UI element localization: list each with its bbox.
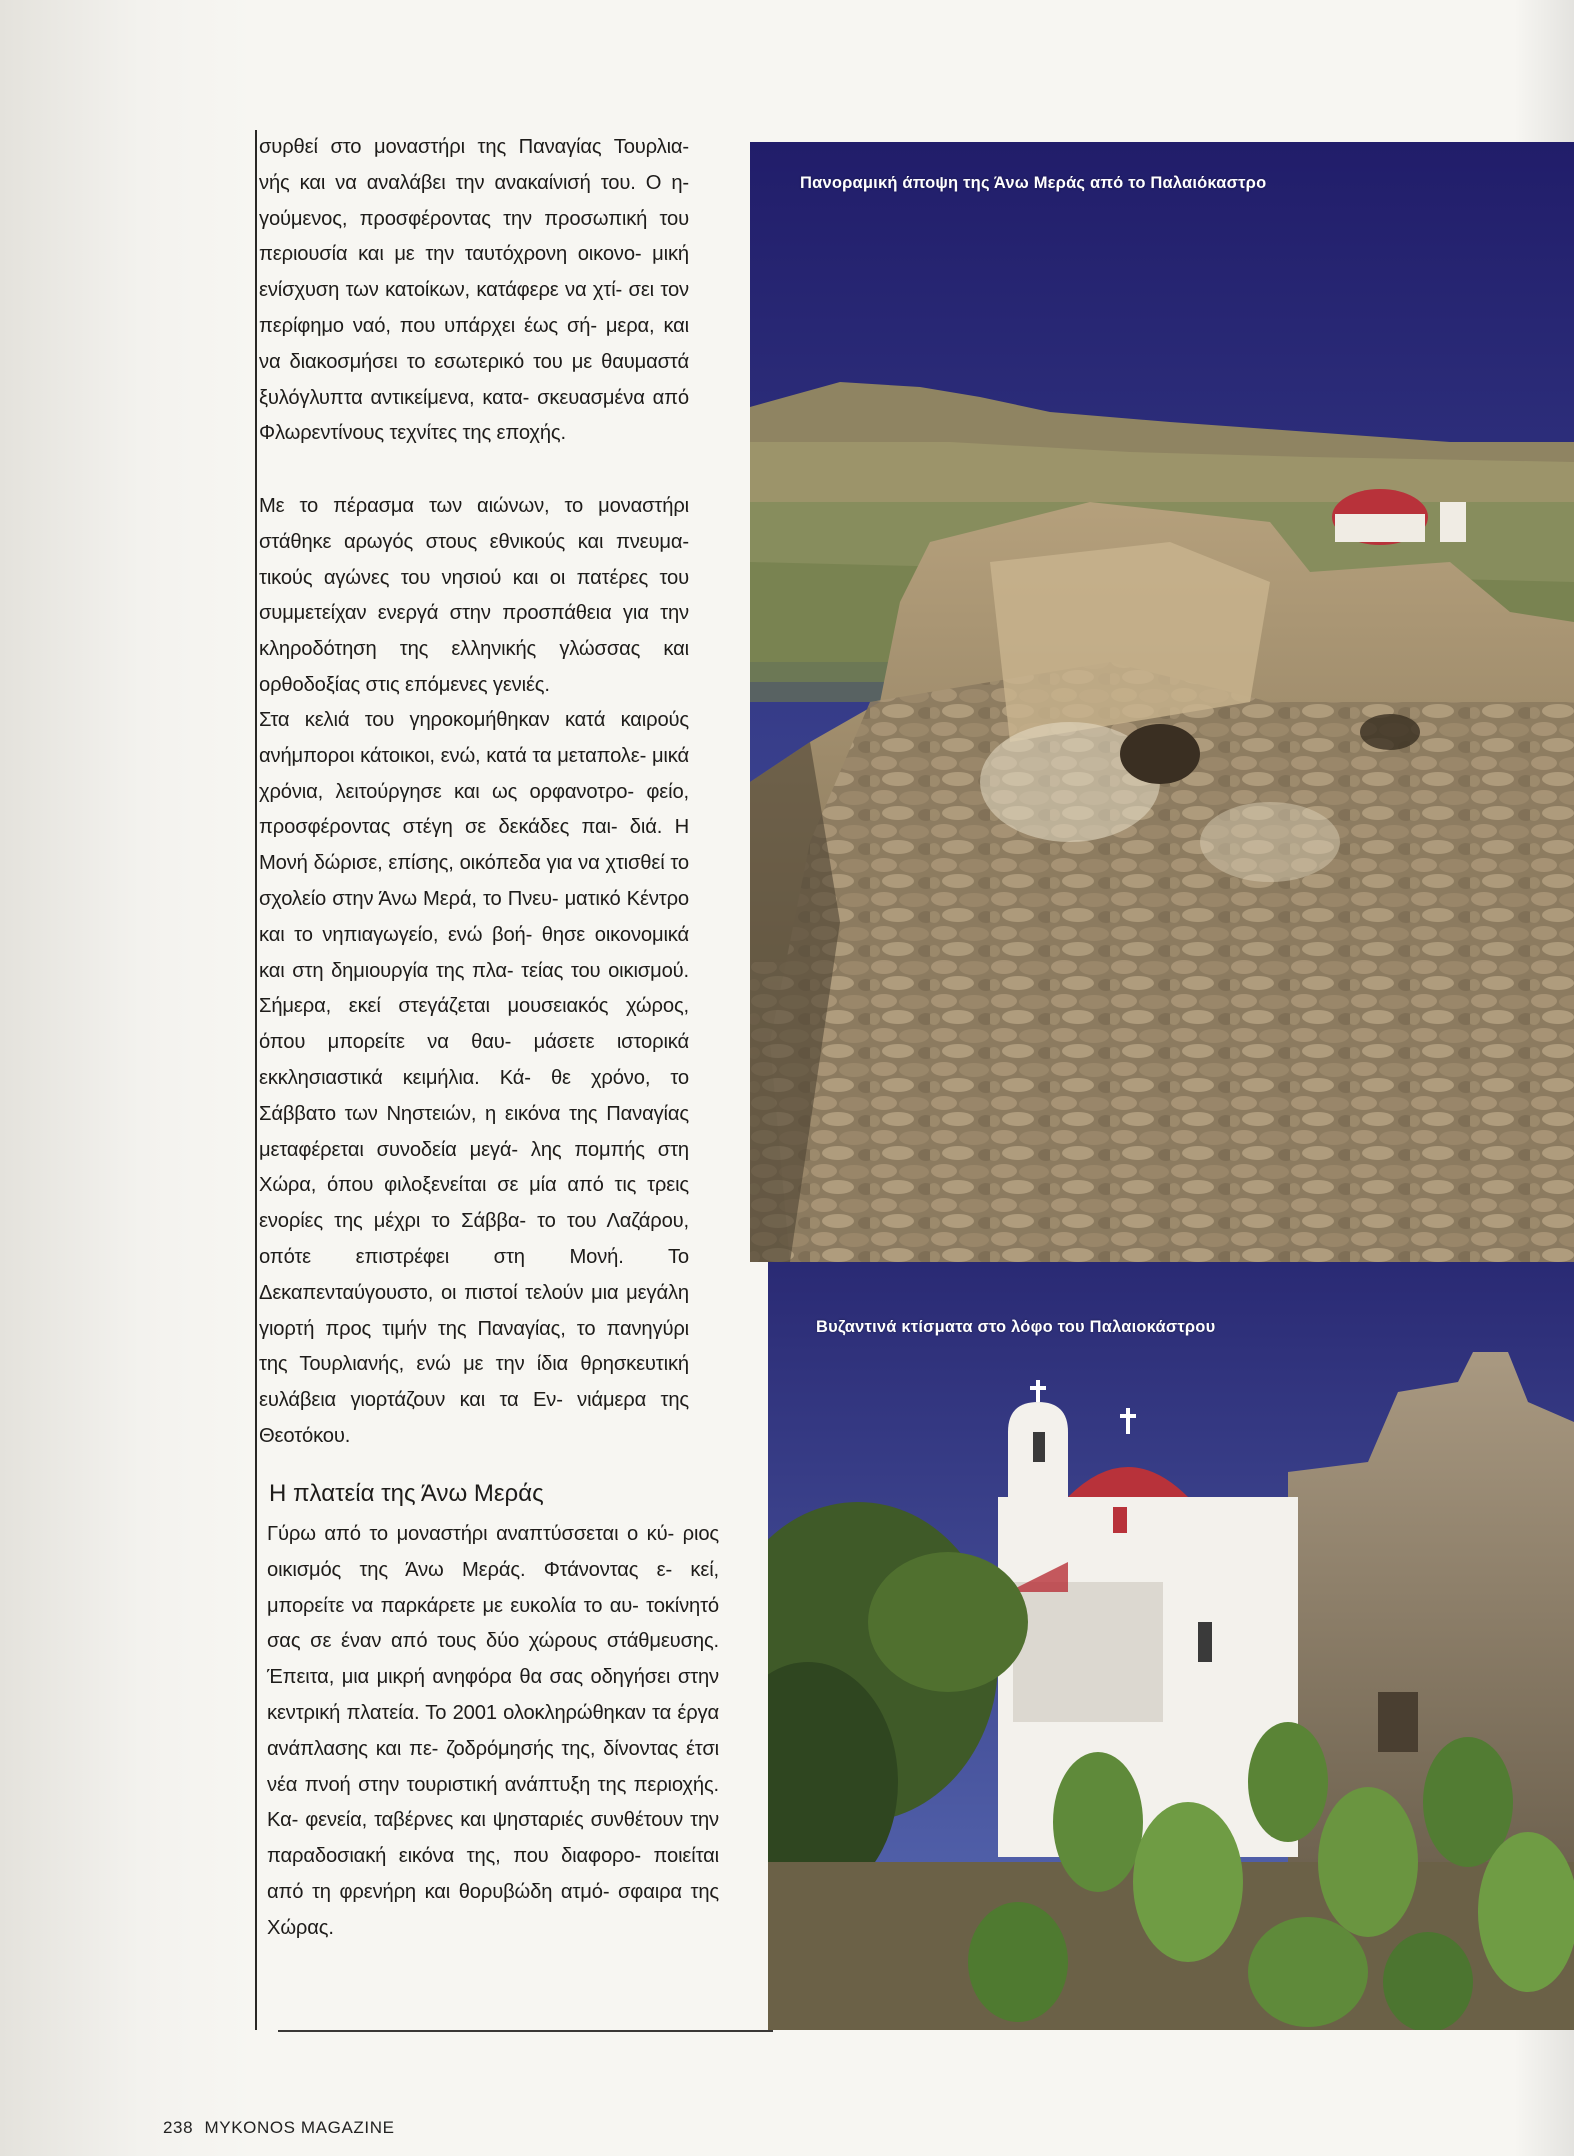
- magazine-name: MYKONOS MAGAZINE: [204, 2118, 395, 2137]
- article-paragraph: συρθεί στο μοναστήρι της Παναγίας Τουρλια- νής και να αναλάβει την ανακαίνισή του. Ο η- γούμενος, προσφέροντας την προσωπική του περιουσία και με την ταυτόχρονη οικονο- μική ενίσχυση των κατοίκων, κατάφερε να χτί- σει τον περίφημο ναό, που υπάρχει έως σή- μερα, και να διακοσμήσει το εσωτερικό του με θαυμαστά ξυλόγλυπτα αντικείμενα, κατα- σκευασμένα από Φλωρεντίνους τεχνίτες της εποχής.: [259, 136, 689, 445]
- panoramic-photo-illustration: [750, 142, 1574, 1262]
- page-edge-shadow: [0, 0, 255, 2156]
- section-heading: Η πλατεία της Άνω Μεράς: [269, 1480, 544, 1507]
- page-number: 238: [163, 2118, 194, 2137]
- article-text-column: [255, 130, 775, 2030]
- article-paragraph: Γύρω από το μοναστήρι αναπτύσσεται ο κύ- ριος οικισμός της Άνω Μεράς. Φτάνοντας ε- κεί, μπορείτε να παρκάρετε με ευκολία το αυ- τοκίνητό σας σε έναν από τους δύο χώρους στάθμευσης. Έπειτα, μια μικρή ανηφόρα θα σας οδηγήσει στην κεντρική πλατεία. Το 2001 ολοκληρώθηκαν τα έργα ανάπλασης και πε- ζοδρόμησής της, δίνοντας έτσι νέα πνοή στην τουριστική ανάπτυξη της περιοχής. Κα- φενεία, ταβέρνες και ψησταριές συνθέτουν την παραδοσιακή εικόνα της, που διαφορο- ποιείται από τη φρενήρη και θορυβώδη ατμό- σφαιρα της Χώρας.: [267, 1523, 719, 1939]
- photo-byzantine-buildings: [768, 1262, 1574, 2030]
- page-footer: [163, 2118, 395, 2138]
- photo-panoramic-ano-mera: [750, 142, 1574, 1262]
- byzantine-photo-illustration: [768, 1262, 1574, 2030]
- article-paragraph: Στα κελιά του γηροκομήθηκαν κατά καιρούς ανήμποροι κάτοικοι, ενώ, κατά τα μεταπολε- μικά χρόνια, λειτούργησε και ως ορφανοτρο- φείο, προσφέροντας στέγη σε δεκάδες παι- διά. Η Μονή δώρισε, επίσης, οικόπεδα για να χτισθεί το σχολείο στην Άνω Μερά, το Πνευ- ματικό Κέντρο και το νηπιαγωγείο, ενώ βοή- θησε οικονομικά και στη δημιουργία της πλα- τείας του οικισμού. Σήμερα, εκεί στεγάζεται μουσειακός χώρος, όπου μπορείτε να θαυ- μάσετε ιστορικά εκκλησιαστικά κειμήλια. Κά- θε χρόνο, το Σάββατο των Νηστειών, η εικόνα της Παναγίας μεταφέρεται συνοδεία μεγά- λης πομπής στη Χώρα, όπου φιλοξενείται σε μία από τις τρεις ενορίες της μέχρι το Σάββα- το του Λαζάρου, οπότε επιστρέφει στη Μονή. Το Δεκαπενταύγουστο, οι πιστοί τελούν μια μεγάλη γιορτή προς τιμήν της Παναγίας, το πανηγύρι της Τουρλιανής, ενώ με την ίδια θρησκευτική ευλάβεια γιορτάζουν και τα Εν- νιάμερα της Θεοτόκου.: [259, 709, 689, 1447]
- article-paragraph: Με το πέρασμα των αιώνων, το μοναστήρι στάθηκε αρωγός στους εθνικούς και πνευμα- τικούς αγώνες του νησιού και οι πατέρες του συμμετείχαν ενεργά στην προσπάθεια για την κληροδότηση της ελληνικής γλώσσας και ορθοδοξίας στις επόμενες γενιές.: [259, 495, 689, 696]
- photo-caption: Πανοραμική άποψη της Άνω Μεράς από το Παλαιόκαστρο: [800, 174, 1267, 192]
- column-bottom-rule: [278, 2030, 773, 2032]
- photo-caption: Βυζαντινά κτίσματα στο λόφο του Παλαιοκάστρου: [816, 1318, 1216, 1336]
